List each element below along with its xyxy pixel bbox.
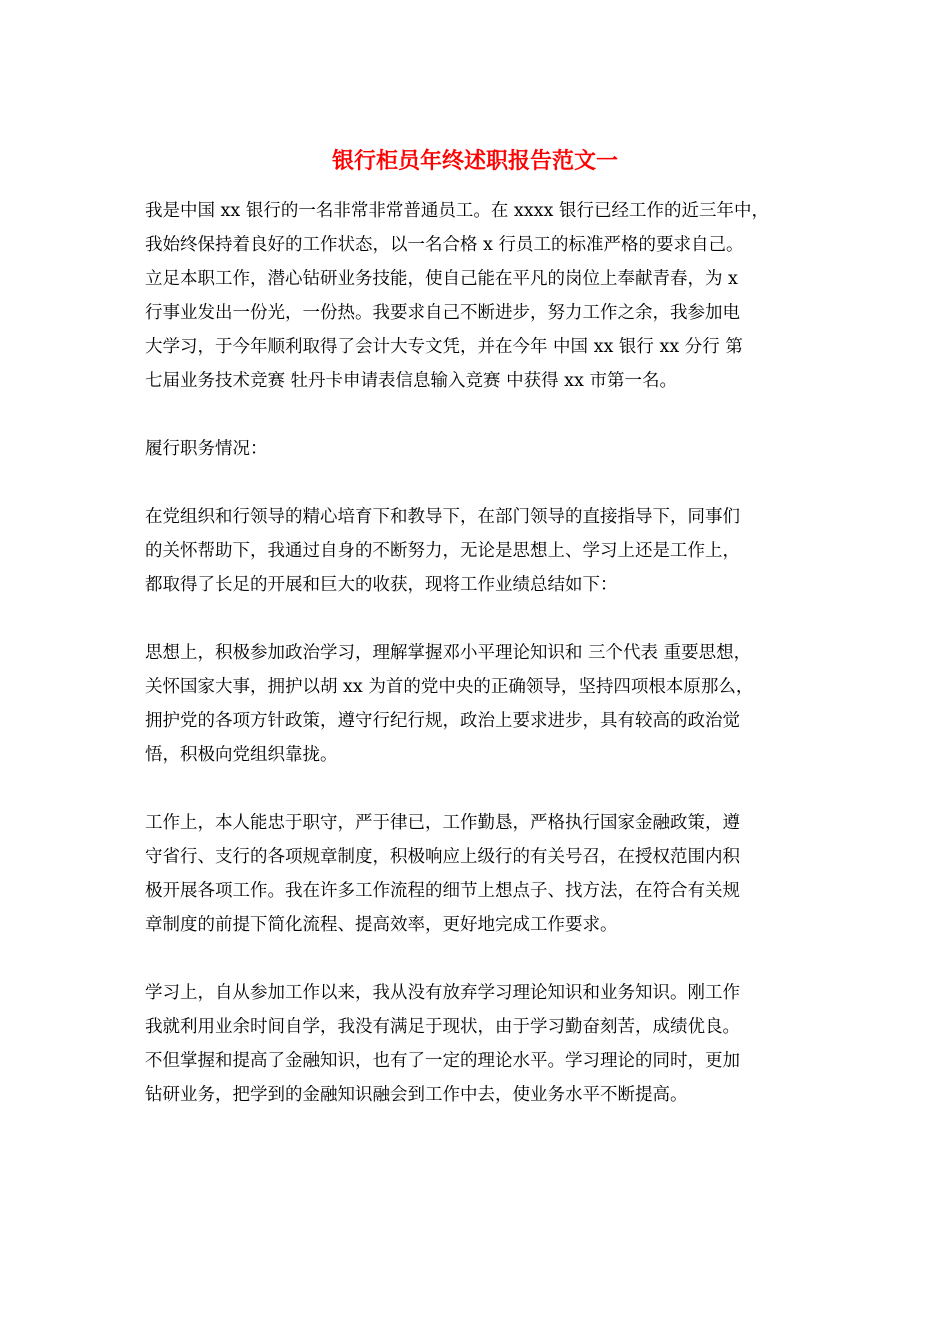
body-line: 大学习，于今年顺利取得了会计大专文凭，并在今年 中国 xx 银行 xx 分行 第 bbox=[145, 337, 743, 357]
body-line: 拥护党的各项方针政策，遵守行纪行规，政治上要求进步，具有较高的政治觉 bbox=[145, 711, 740, 731]
body-line: 的关怀帮助下，我通过自身的不断努力，无论是思想上、学习上还是工作上， bbox=[145, 541, 740, 561]
body-line: 我始终保持着良好的工作状态，以一名合格 x 行员工的标准严格的要求自己。 bbox=[145, 235, 744, 255]
body-line: 都取得了长足的开展和巨大的收获，现将工作业绩总结如下： bbox=[145, 575, 618, 595]
body-line: 守省行、支行的各项规章制度，积极响应上级行的有关号召，在授权范围内积 bbox=[145, 847, 740, 867]
body-line: 学习上，自从参加工作以来，我从没有放弃学习理论知识和业务知识。刚工作 bbox=[145, 983, 740, 1003]
section-heading: 履行职务情况： bbox=[145, 439, 268, 459]
body-line: 立足本职工作，潜心钻研业务技能，使自己能在平凡的岗位上奉献青春，为 x bbox=[145, 269, 738, 289]
body-line: 章制度的前提下简化流程、提高效率，更好地完成工作要求。 bbox=[145, 915, 618, 935]
body-line: 工作上，本人能忠于职守，严于律已，工作勤恳，严格执行国家金融政策，遵 bbox=[145, 813, 740, 833]
body-line: 悟，积极向党组织靠拢。 bbox=[145, 745, 338, 765]
body-line: 不但掌握和提高了金融知识，也有了一定的理论水平。学习理论的同时，更加 bbox=[145, 1051, 740, 1071]
body-line: 思想上，积极参加政治学习，理解掌握邓小平理论知识和 三个代表 重要思想， bbox=[145, 643, 752, 663]
body-line: 我是中国 xx 银行的一名非常非常普通员工。在 xxxx 银行已经工作的近三年中， bbox=[145, 201, 769, 221]
body-line: 钻研业务，把学到的金融知识融会到工作中去，使业务水平不断提高。 bbox=[145, 1085, 688, 1105]
body-line: 我就利用业余时间自学，我没有满足于现状，由于学习勤奋刻苦，成绩优良。 bbox=[145, 1017, 740, 1037]
body-line: 关怀国家大事，拥护以胡 xx 为首的党中央的正确领导，坚持四项根本原那么， bbox=[145, 677, 754, 697]
body-line: 行事业发出一份光，一份热。我要求自己不断进步，努力工作之余，我参加电 bbox=[145, 303, 740, 323]
body-line: 极开展各项工作。我在许多工作流程的细节上想点子、找方法，在符合有关规 bbox=[145, 881, 740, 901]
body-line: 七届业务技术竞赛 牡丹卡申请表信息输入竞赛 中获得 xx 市第一名。 bbox=[145, 371, 677, 391]
body-line: 在党组织和行领导的精心培育下和教导下，在部门领导的直接指导下，同事们 bbox=[145, 507, 740, 527]
document-title: 银行柜员年终述职报告范文一 bbox=[331, 148, 618, 174]
